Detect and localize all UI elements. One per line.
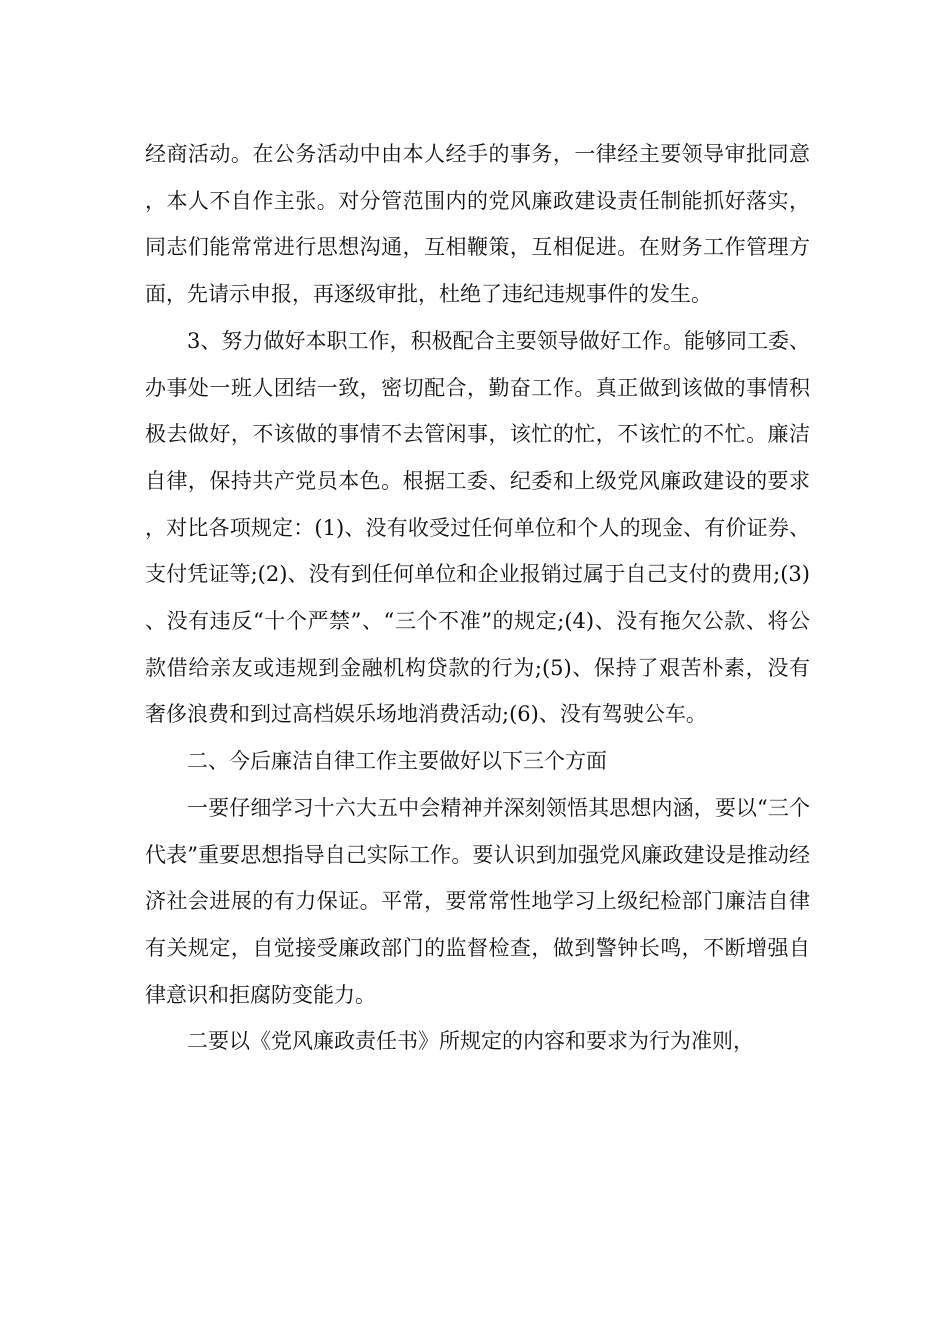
- document-body: [145, 131, 810, 1065]
- paragraph-point-1: 一要仔细学习十六大五中会精神并深刻领悟其思想内涵，要以“三个代表”重要思想指导自己实际工作。要认识到加强党风廉政建设是推动经济社会进展的有力保证。平常，要常常性地学习上级纪检部门廉洁自律有关规定，自觉接受廉政部门的监督检查，做到警钟长鸣，不断增强自律意识和拒腐防变能力。: [145, 795, 810, 1007]
- paragraph-continuation: 经商活动。在公务活动中由本人经手的事务，一律经主要领导审批同意，本人不自作主张。对分管范围内的党风廉政建设责任制能抓好落实，同志们能常常进行思想沟通，互相鞭策，互相促进。在财务工作管理方面，先请示申报，再逐级审批，杜绝了违纪违规事件的发生。: [145, 142, 810, 307]
- paragraph-item-3: 3、努力做好本职工作，积极配合主要领导做好工作。能够同工委、办事处一班人团结一致，密切配合，勤奋工作。真正做到该做的事情积极去做好，不该做的事情不去管闲事，该忙的忙，不该忙的不忙。廉洁自律，保持共产党员本色。根据工委、纪委和上级党风廉政建设的要求，对比各项规定：(1)、没有收受过任何单位和个人的现金、有价证券、支付凭证等;(2)、没有到任何单位和企业报销过属于自己支付的费用;(3)、没有违反“十个严禁”、“三个不准”的规定;(4)、没有拖欠公款、将公款借给亲友或违规到金融机构贷款的行为;(5)、保持了艰苦朴素，没有奢侈浪费和到过高档娱乐场地消费活动;(6)、没有驾驶公车。: [145, 328, 810, 727]
- paragraph-point-2: 二要以《党风廉政责任书》所规定的内容和要求为行为准则，: [187, 1029, 754, 1054]
- section-heading-2: 二、今后廉洁自律工作主要做好以下三个方面: [187, 749, 607, 774]
